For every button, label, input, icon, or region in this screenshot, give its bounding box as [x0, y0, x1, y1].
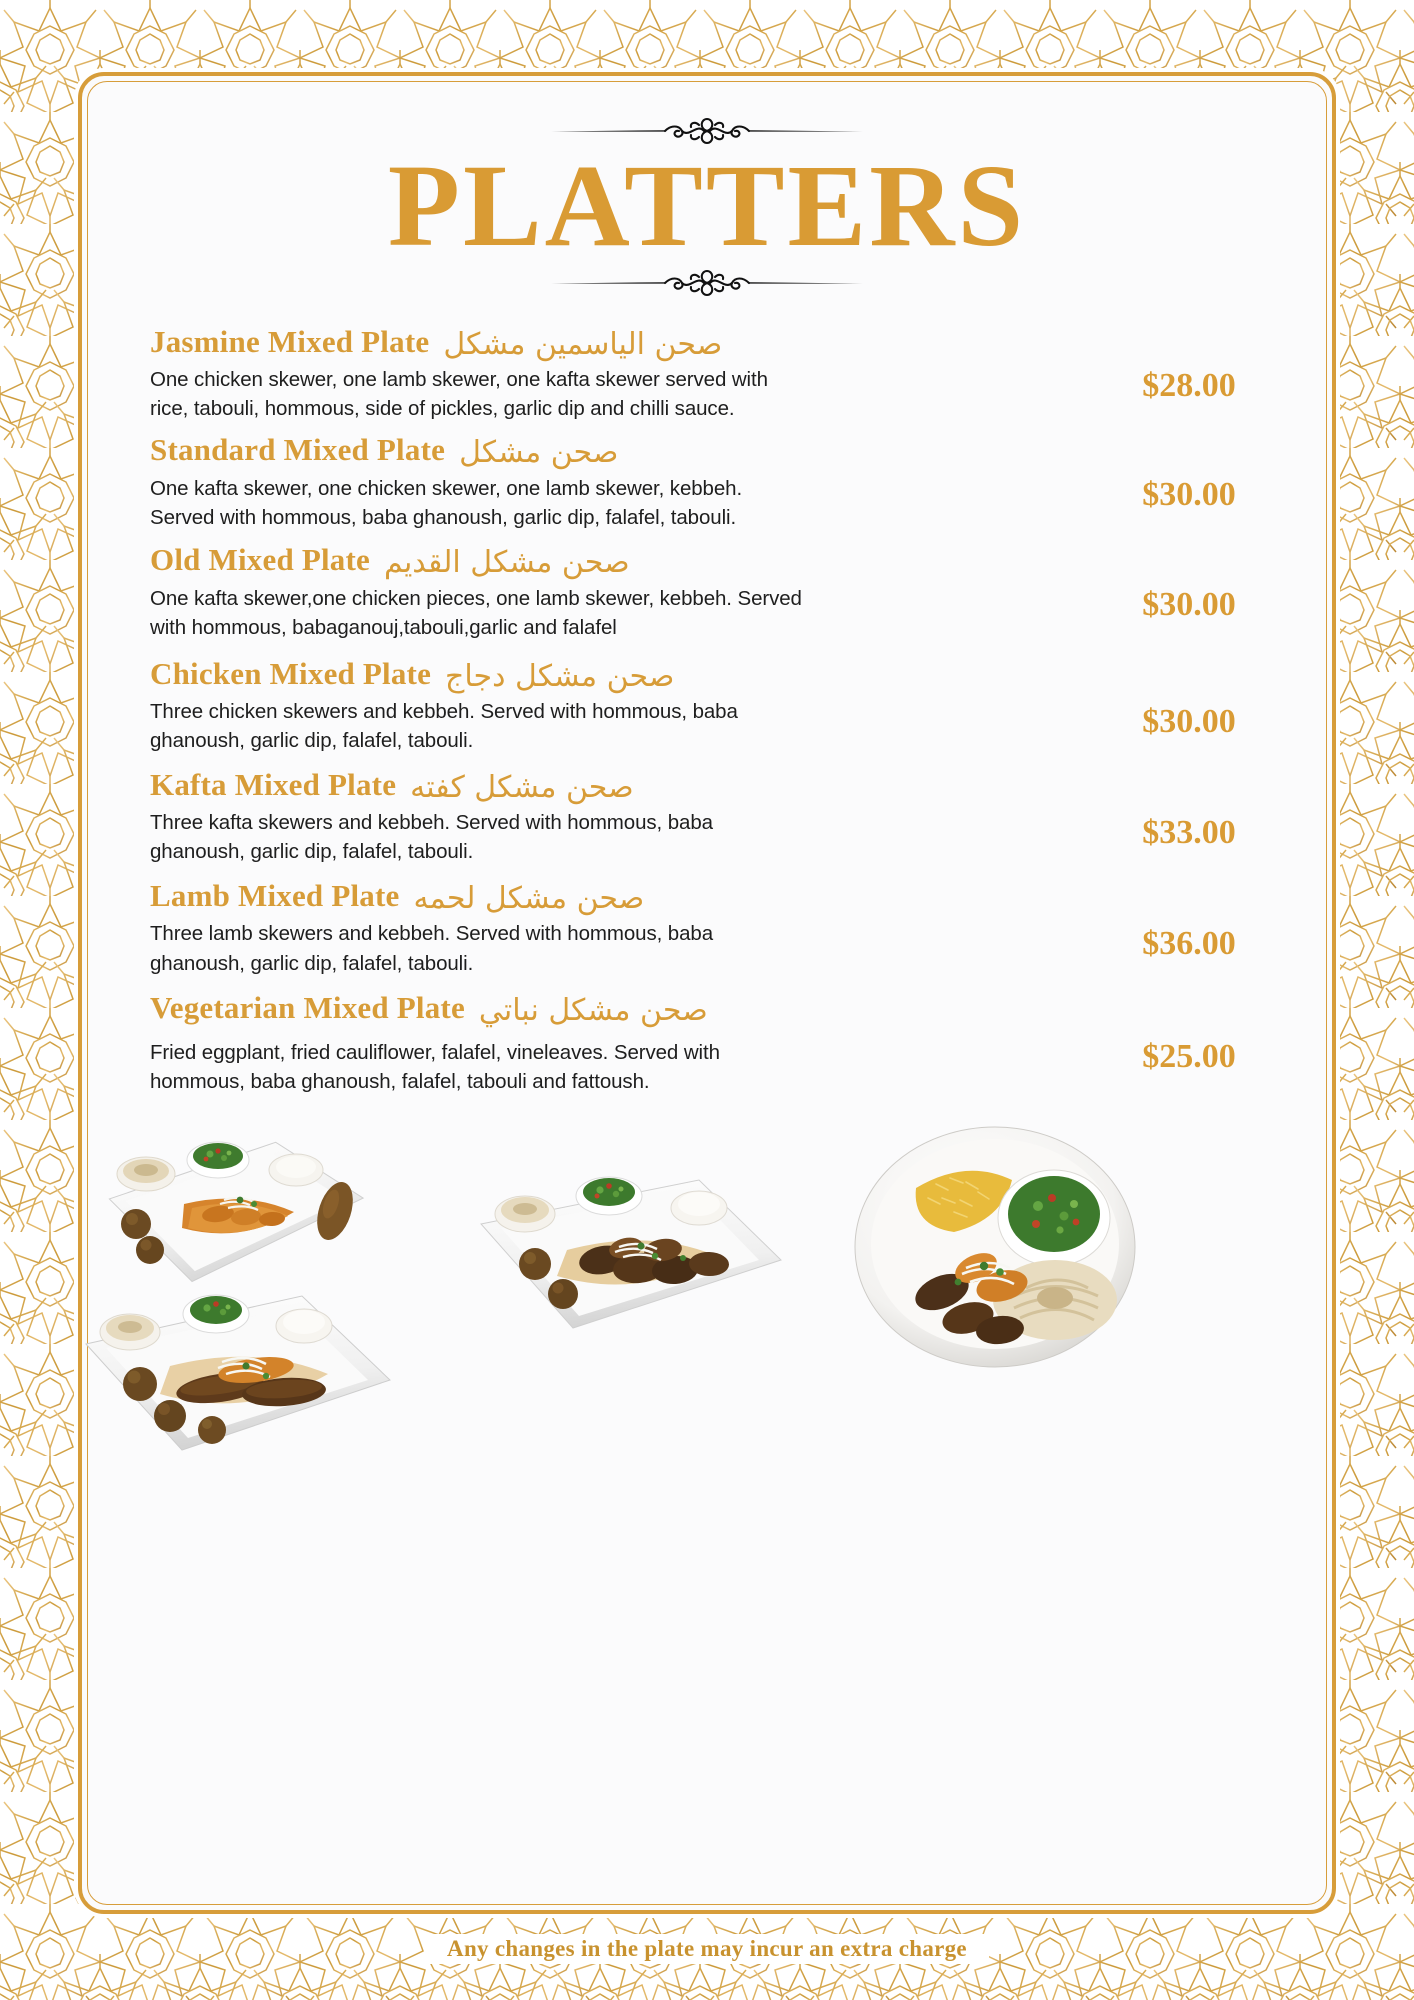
menu-item-price: $25.00 [1142, 1037, 1236, 1075]
menu-item-body [138, 697, 1274, 755]
menu-item-name: Lamb Mixed Plate [150, 878, 400, 914]
round-mixed-plate-photo [850, 1122, 1140, 1372]
menu-item-heading [138, 656, 1274, 695]
menu-item[interactable] [138, 432, 1274, 532]
menu-item-description: Fried eggplant, fried cauliflower, falafel, vineleaves. Served with hommous, baba ghanoush, falafel, tabouli and fattoush. [150, 1040, 720, 1093]
menu-item-body [138, 919, 1274, 977]
menu-item-name: Jasmine Mixed Plate [150, 324, 430, 360]
menu-item-list [78, 324, 1336, 1096]
menu-item[interactable] [138, 767, 1274, 866]
menu-item-description: Three kafta skewers and kebbeh. Served with hommous, baba ghanoush, garlic dip, falafel, tabouli. [150, 811, 713, 864]
flourish-divider-bottom-icon [547, 268, 867, 298]
menu-item-name-arabic: صحن مشكل [459, 434, 619, 470]
menu-item-heading [138, 767, 1274, 806]
mixed-grill-platter-photo [463, 1152, 793, 1352]
menu-item-price: $30.00 [1142, 475, 1236, 513]
menu-item-name-arabic: صحن مشكل نباتي [478, 992, 708, 1028]
menu-item-body [138, 808, 1274, 866]
menu-item-name: Chicken Mixed Plate [150, 656, 432, 692]
menu-content [78, 72, 1336, 1914]
menu-item[interactable] [138, 324, 1274, 423]
menu-item-body [138, 365, 1274, 423]
menu-item-heading [138, 542, 1274, 578]
menu-item-name: Vegetarian Mixed Plate [150, 989, 465, 1025]
menu-item[interactable] [138, 990, 1274, 1096]
menu-item-name-arabic: صحن مشكل كفته [410, 770, 634, 806]
menu-item-heading [138, 432, 1274, 468]
menu-page-panel [78, 72, 1336, 1914]
menu-item-body [138, 584, 1274, 642]
menu-item[interactable] [138, 542, 1274, 642]
food-photo-gallery [78, 1104, 1336, 1464]
menu-item-description: One kafta skewer,one chicken pieces, one lamb skewer, kebbeh. Served with hommous, babaganouj,tabouli,garlic and falafel [150, 586, 802, 639]
menu-item-heading [138, 324, 1274, 363]
menu-item-name: Standard Mixed Plate [150, 431, 446, 467]
menu-item-description: One kafta skewer, one chicken skewer, one lamb skewer, kebbeh. Served with hommous, baba ghanoush, garlic dip, falafel, tabouli. [150, 476, 743, 529]
menu-item[interactable] [138, 878, 1274, 977]
menu-item-price: $30.00 [1142, 703, 1236, 741]
menu-item-name-arabic: صحن الياسمين مشكل [443, 327, 723, 363]
menu-item-description: One chicken skewer, one lamb skewer, one kafta skewer served with rice, tabouli, hommous, side of pickles, garlic dip and chilli sauce. [150, 368, 768, 421]
menu-header [78, 72, 1336, 298]
menu-item-description: Three chicken skewers and kebbeh. Served with hommous, baba ghanoush, garlic dip, falafel, tabouli. [150, 700, 738, 753]
menu-item-heading [138, 990, 1274, 1026]
menu-item[interactable] [138, 656, 1274, 755]
menu-item-heading [138, 878, 1274, 917]
footer-note-text: Any changes in the plate may incur an extra charge [425, 1934, 989, 1964]
menu-item-name: Old Mixed Plate [150, 541, 370, 577]
menu-item-body [138, 1038, 1274, 1096]
kafta-platter-photo [70, 1270, 400, 1470]
menu-item-price: $28.00 [1142, 367, 1236, 405]
menu-item-body [138, 474, 1274, 532]
menu-item-description: Three lamb skewers and kebbeh. Served with hommous, baba ghanoush, garlic dip, falafel, tabouli. [150, 922, 714, 975]
menu-item-name-arabic: صحن مشكل دجاج [445, 659, 675, 695]
menu-item-price: $36.00 [1142, 925, 1236, 963]
menu-item-name: Kafta Mixed Plate [150, 767, 397, 803]
menu-item-name-arabic: صحن مشكل القديم [383, 544, 630, 580]
menu-item-name-arabic: صحن مشكل لحمه [413, 881, 645, 917]
footer-note [0, 1934, 1414, 1964]
menu-item-price: $30.00 [1142, 585, 1236, 623]
page-title: PLATTERS [387, 140, 1027, 271]
menu-item-price: $33.00 [1142, 814, 1236, 852]
